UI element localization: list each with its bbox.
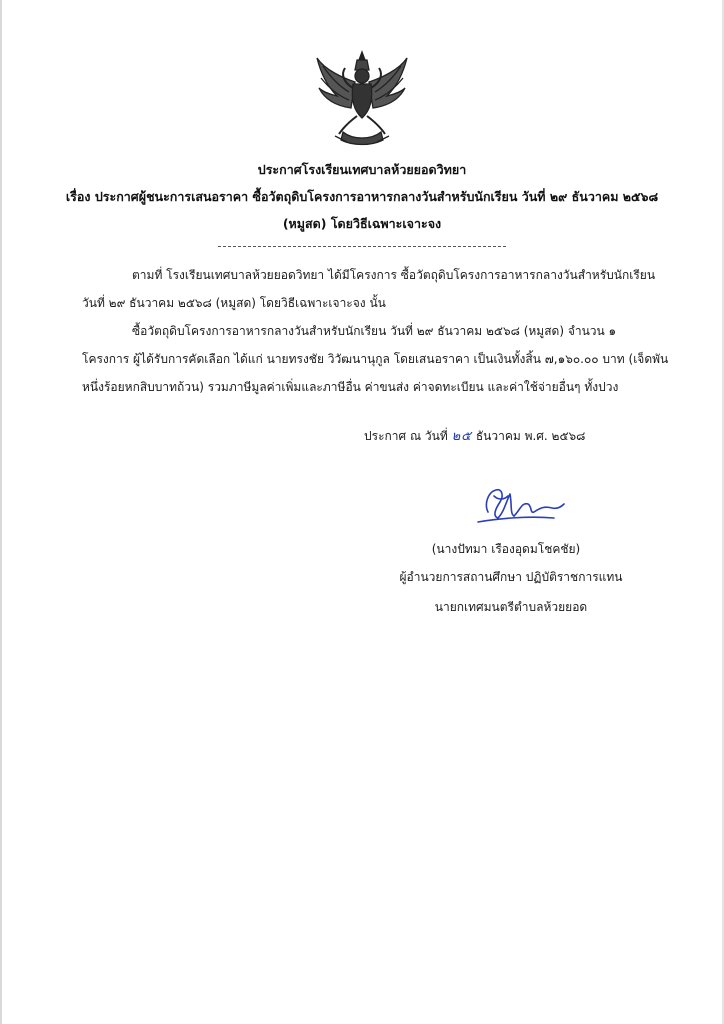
- paragraph-2-line-2: โครงการ ผู้ได้รับการคัดเลือก ได้แก่ นายทรงชัย วิวัฒนานุกูล โดยเสนอราคา เป็นเงินทั้งสิ้น ๗,๑๖๐.๐๐ บาท (เจ็ดพัน: [82, 352, 669, 366]
- paragraph-1-line-1: ตามที่ โรงเรียนเทศบาลห้วยยอดวิทยา ได้มีโครงการ ซื้อวัตถุดิบโครงการอาหารกลางวันสำหรับนักเรียน: [132, 268, 656, 282]
- signatory-name: (นางปัทมา เรืองอุดมโชคชัย): [431, 542, 581, 556]
- date-suffix: ธันวาคม พ.ศ. ๒๕๖๘: [475, 429, 586, 443]
- announcer-heading: ประกาศโรงเรียนเทศบาลห้วยยอดวิทยา: [257, 162, 467, 177]
- subject-line-2: (หมูสด) โดยวิธีเฉพาะเจาะจง: [282, 216, 442, 231]
- dashed-divider: [218, 246, 506, 247]
- scan-edge-left: [0, 0, 2, 1024]
- subject-line-1: เรื่อง ประกาศผู้ชนะการเสนอราคา ซื้อวัตถุดิบโครงการอาหารกลางวันสำหรับนักเรียน วันที่ ๒๙ ธันวาคม ๒๕๖๘: [65, 189, 659, 204]
- date-day-handwritten: ๒๕: [451, 429, 472, 444]
- signatory-title-line-1: ผู้อำนวยการสถานศึกษา ปฏิบัติราชการแทน: [399, 570, 623, 584]
- paragraph-1-line-2: วันที่ ๒๙ ธันวาคม ๒๕๖๘ (หมูสด) โดยวิธีเฉพาะเจาะจง นั้น: [82, 296, 386, 310]
- date-prefix: ประกาศ ณ วันที่: [364, 429, 448, 443]
- garuda-emblem-icon: [313, 48, 411, 148]
- announcement-date: [364, 425, 585, 446]
- signatory-title-line-2: นายกเทศมนตรีตำบลห้วยยอด: [434, 600, 588, 614]
- handwritten-signature-icon: [470, 482, 570, 528]
- paragraph-2-line-1: ซื้อวัตถุดิบโครงการอาหารกลางวันสำหรับนักเรียน วันที่ ๒๙ ธันวาคม ๒๕๖๘ (หมูสด) จำนวน ๑: [132, 324, 617, 338]
- paragraph-2-line-3: หนึ่งร้อยหกสิบบาทถ้วน) รวมภาษีมูลค่าเพิ่มและภาษีอื่น ค่าขนส่ง ค่าจดทะเบียน และค่าใช้จ่ายอื่นๆ ทั้งปวง: [82, 380, 619, 394]
